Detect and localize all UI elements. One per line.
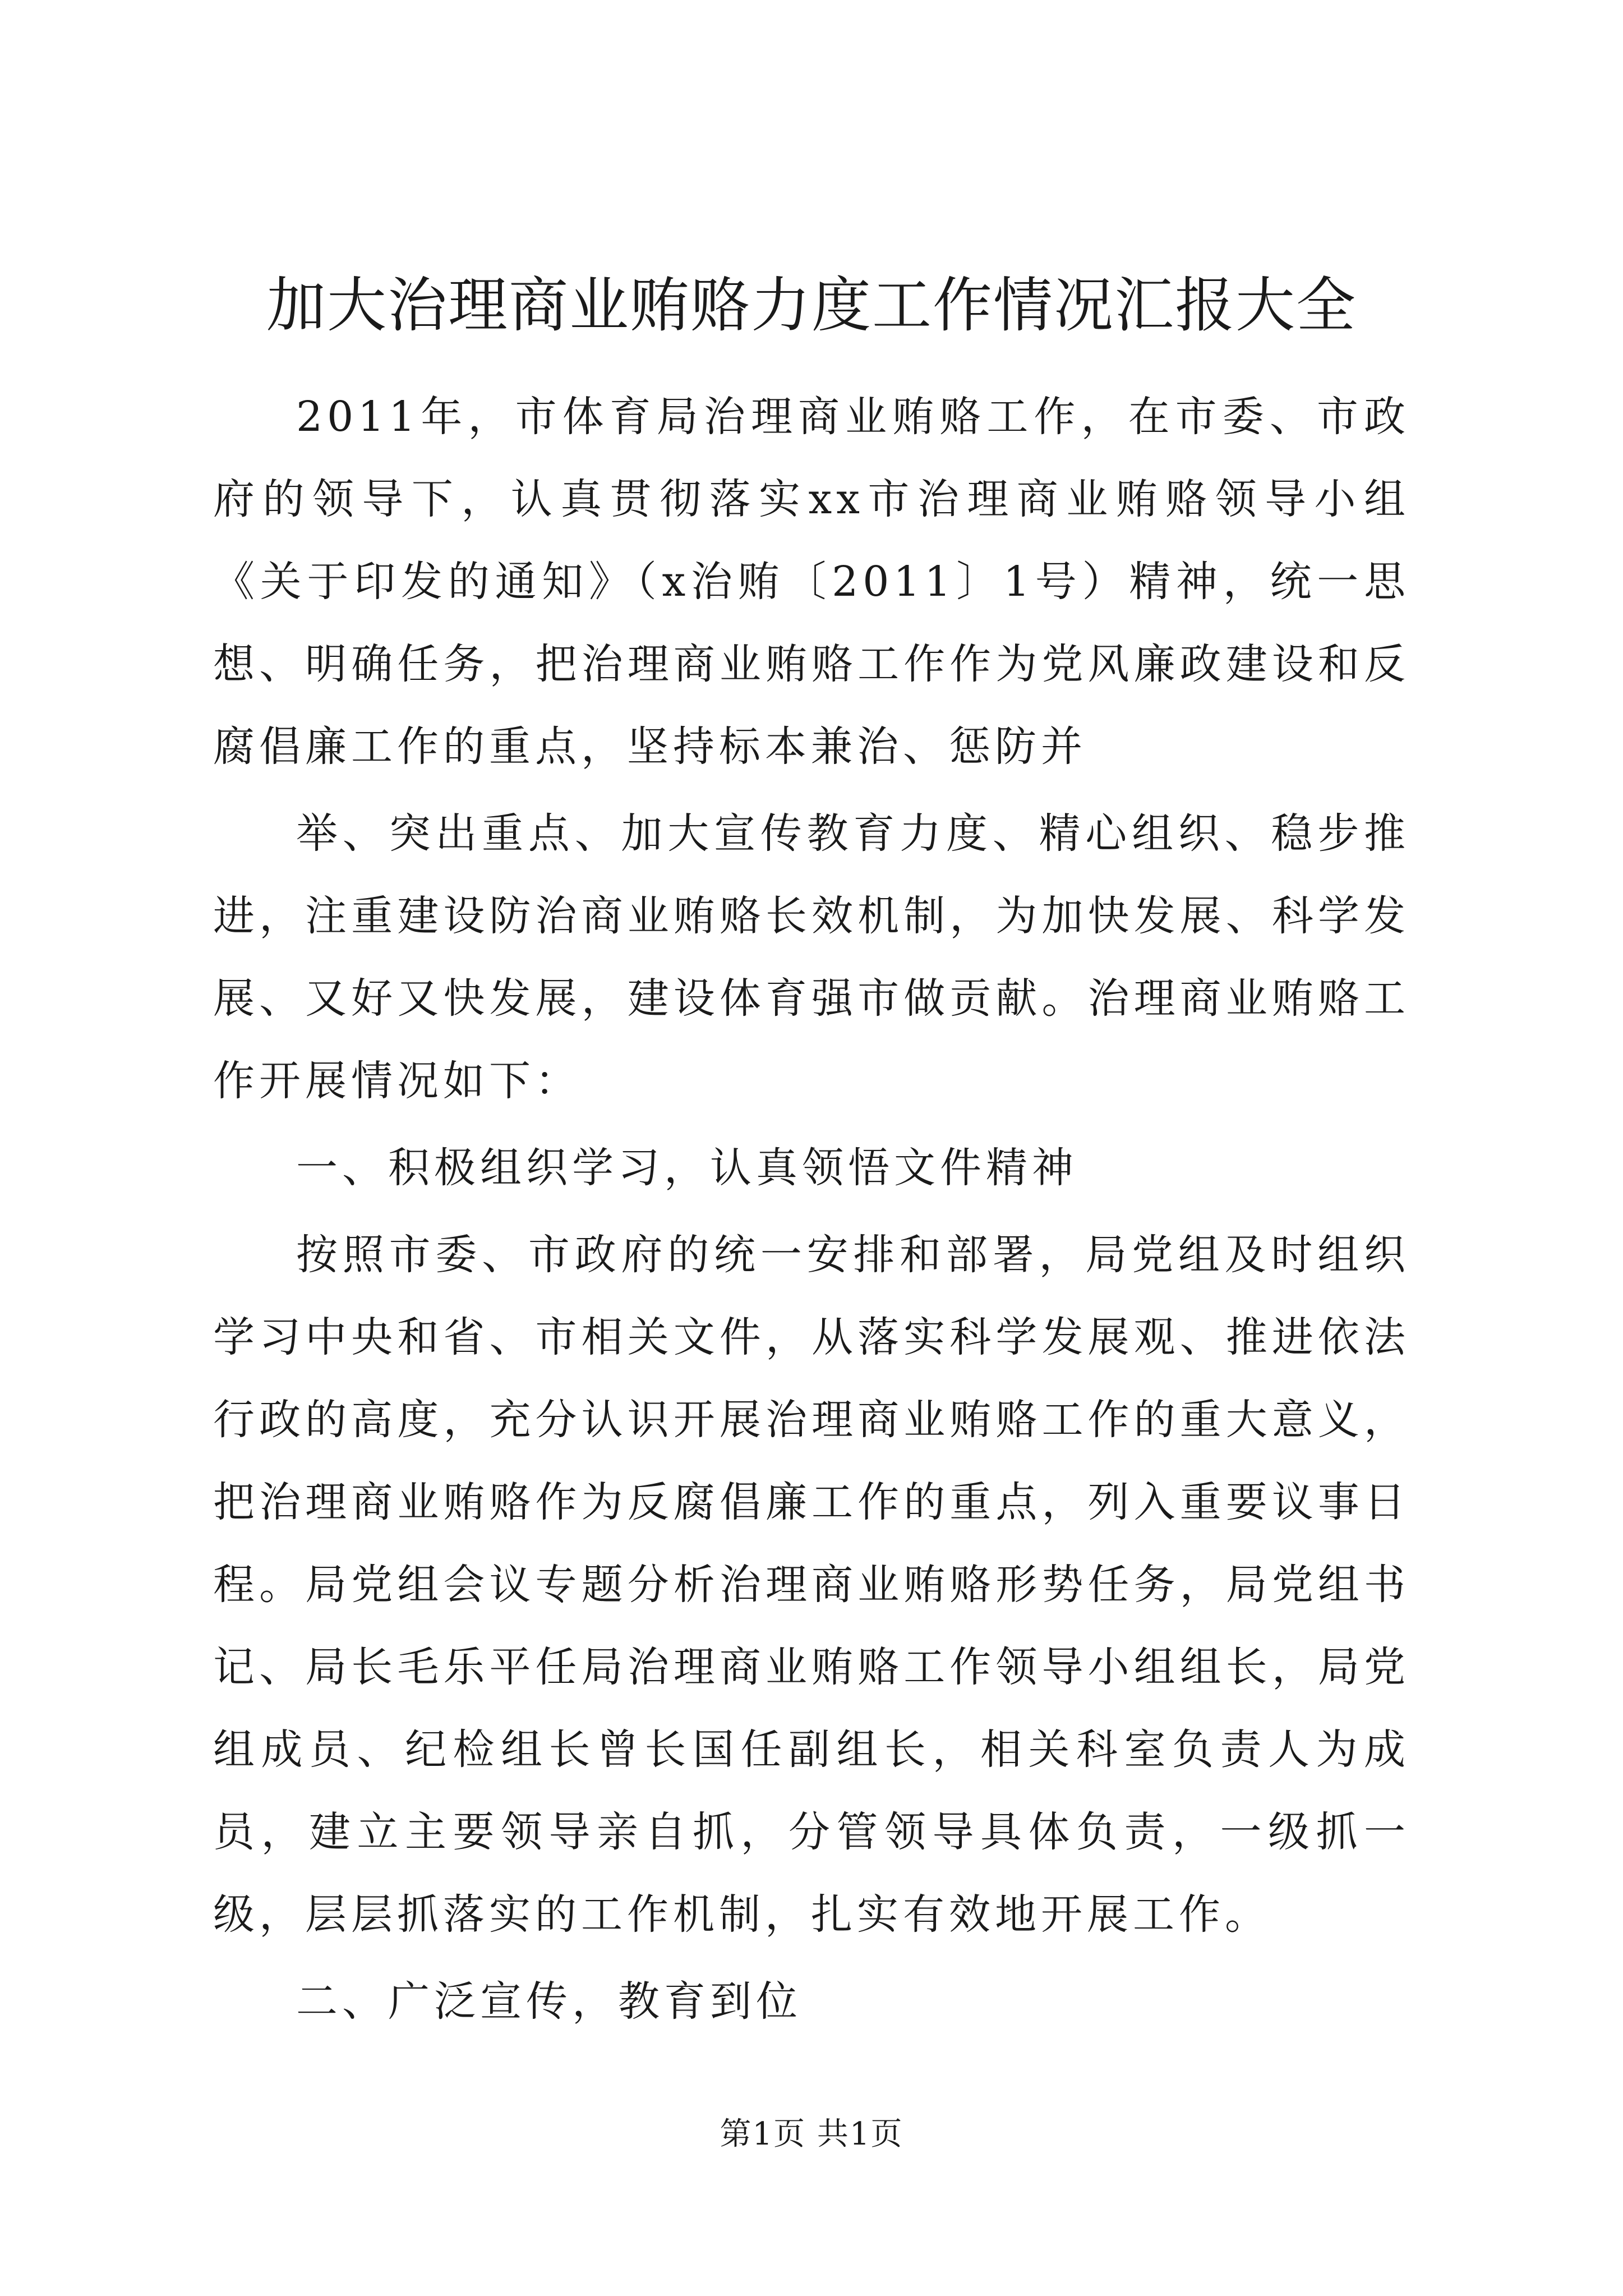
- paragraph-intro-continued: 举、突出重点、加大宣传教育力度、精心组织、稳步推进，注重建设防治商业贿赂长效机制，为加快发展、科学发展、又好又快发展，建设体育强市做贡献。治理商业贿赂工作开展情况如下：: [213, 809, 1410, 1105]
- page-footer: 第1页 共1页: [720, 2116, 903, 2152]
- document-body: [213, 376, 1410, 2047]
- document-title: 加大治理商业贿赂力度工作情况汇报大全: [266, 271, 1357, 340]
- section-heading-2: 二、广泛宣传，教育到位: [296, 1977, 802, 2026]
- section-heading-1: 一、积极组织学习，认真领悟文件精神: [296, 1144, 1078, 1192]
- paragraph-intro: 2011年，市体育局治理商业贿赂工作，在市委、市政府的领导下，认真贯彻落实xx市治理商业贿赂领导小组《关于印发的通知》（x治贿〔2011〕1号）精神，统一思想、明确任务，把治理商业贿赂工作作为党风廉政建设和反腐倡廉工作的重点，坚持标本兼治、惩防并: [213, 393, 1410, 771]
- paragraph-section-1: 按照市委、市政府的统一安排和部署，局党组及时组织学习中央和省、市相关文件，从落实科学发展观、推进依法行政的高度，充分认识开展治理商业贿赂工作的重大意义，把治理商业贿赂作为反腐倡廉工作的重点，列入重要议事日程。局党组会议专题分析治理商业贿赂形势任务，局党组书记、局长毛乐平任局治理商业贿赂工作领导小组组长，局党组成员、纪检组长曾长国任副组长，相关科室负责人为成员，建立主要领导亲自抓，分管领导具体负责，一级抓一级，层层抓落实的工作机制，扎实有效地开展工作。: [213, 1231, 1410, 1939]
